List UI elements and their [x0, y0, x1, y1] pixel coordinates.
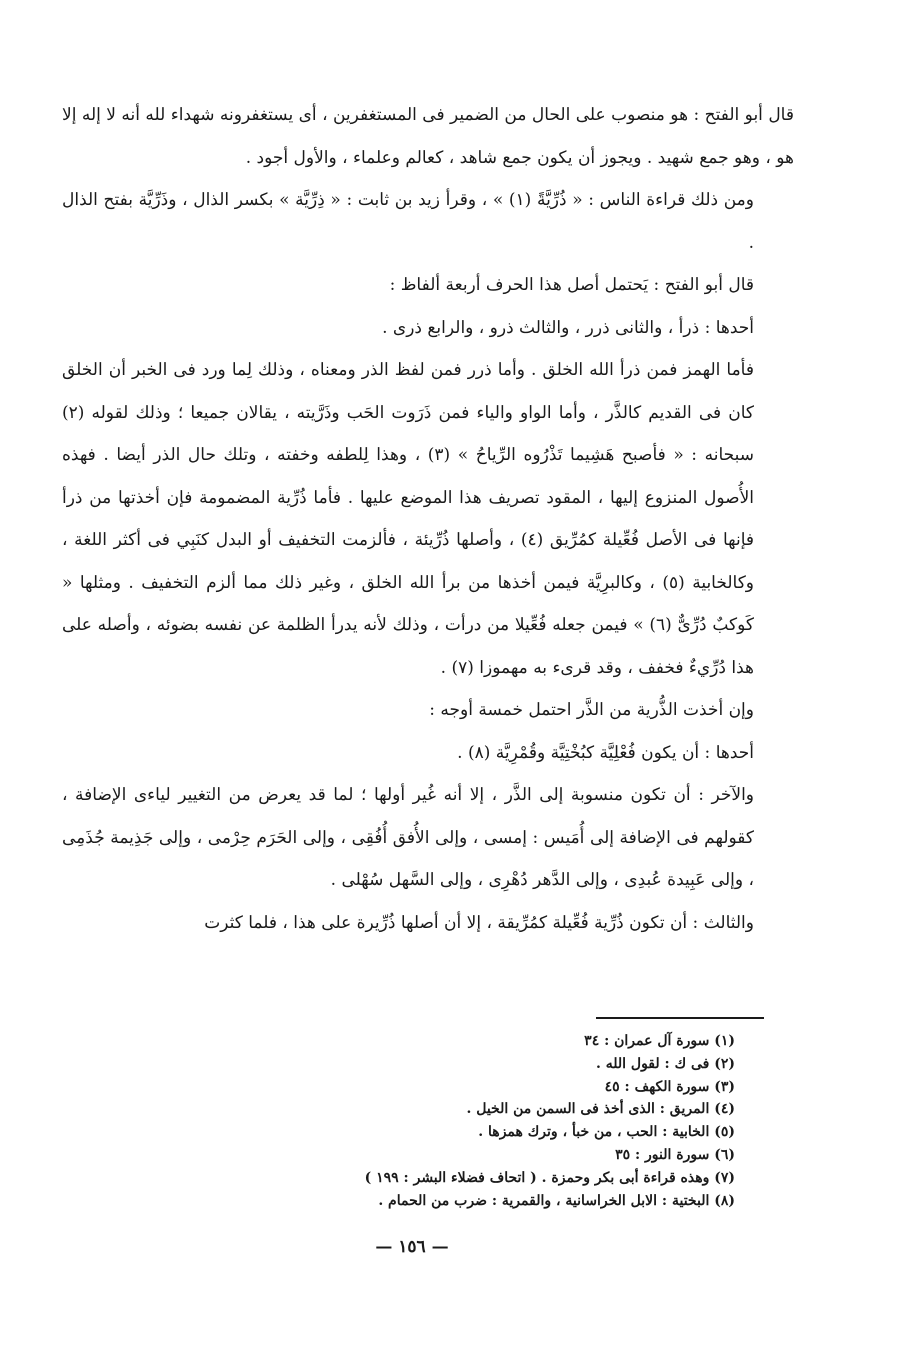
page-number: — ١٥٦ — — [375, 1237, 449, 1257]
paragraph: والثالث : أن تكون ذُرِّية فُعِّيلة كمُرِّيقة ، إلا أن أصلها ذُرِّيرة على هذا ، فلما كثرت — [204, 912, 754, 933]
footnotes — [180, 1030, 735, 1212]
footnote: (٢) فى ك : لقول الله . — [595, 1055, 735, 1072]
footnote: (٤) المريق : الذى أخذ فى السمن من الخيل . — [466, 1101, 735, 1118]
footnote: (٦) سورة النور : ٣٥ — [615, 1146, 735, 1163]
footnote: (٨) البختية : الابل الخراسانية ، والقمرية : ضرب من الحمام . — [378, 1192, 735, 1209]
footnote: (٧) وهذه قراءة أبى بكر وحمزة . ( اتحاف فضلاء البشر : ١٩٩ ) — [364, 1169, 735, 1186]
paragraph: قال أبو الفتح : يَحتمل أصل هذا الحرف أربعة ألفاظ : — [389, 275, 754, 295]
paragraph: والآخر : أن تكون منسوبة إلى الذَّر ، إلا أنه غُير أولها ؛ لما قد يعرض من التغيير لياءى الإضافة ، كقولهم فى الإضافة إلى أُمَيس : إمسى ، وإلى الأُفق أُفُقِى ، وإلى الحَرَم حِرْمى ، وإلى جَذِيمة جُذَمِى ، وإلى عَبِيدة عُبدِى ، وإلى الدَّهر دُهْرِى ، وإلى السَّهل سُهْلى . — [62, 785, 754, 890]
footnote: (٣) سورة الكهف : ٤٥ — [604, 1078, 735, 1095]
footnote: (١) سورة آل عمران : ٣٤ — [584, 1033, 735, 1049]
paragraph: أحدها : ذرأ ، والثانى ذرر ، والثالث ذرو ، والرابع ذرى . — [382, 317, 754, 338]
paragraph: قال أبو الفتح : هو منصوب على الحال من الضمير فى المستغفرين ، أى يستغفرونه شهداء لله أنه لا إله إلا هو ، وهو جمع شهيد . ويجوز أن يكون جمع شاهد ، كعالم وعلماء ، والأول أجود . — [62, 105, 794, 168]
footnote: (٥) الخابية : الحب ، من خبأ ، وترك همزها . — [478, 1124, 735, 1141]
paragraph: فأما الهمز فمن ذرأ الله الخلق . وأما ذرر فمن لفظ الذر ومعناه ، وذلك لِما ورد فى الخبر أن الخلق كان فى القديم كالذَّر ، وأما الواو والياء فمن ذَرَوت الحَب وذَرَّيته ، يقالان جميعا ؛ وذلك لقوله (٢) سبحانه : « فأصبح هَشِيما تَذْرُوه الرِّياحُ » (٣) ، وهذا لِلطفه وخفته ، وتلك حال الذر أيضا . فهذه الأُصول المنزوع إليها ، المقود تصريف هذا الموضع عليها . فأما ذُرِّية المضمومة فإن أخذتها من ذرأ فإنها فى الأصل فُعِّيلة كمُرِّيق (٤) ، وأصلها ذُرِّيئة ، فألزمت التخفيف أو البدل كنَبِي فى أكثر اللغة ، وكالخابية (٥) ، وكالبرِيَّة فيمن أخذها من برأ الله الخلق ، وغير ذلك مما ألزم التخفيف . ومثلها « كَوكبٌ دُرِّىٌّ (٦) » فيمن جعله فُعِّيلا من درأت ، وذلك لأنه يدرأ الظلمة عن نفسه بضوئه ، وأصله على هذا دُرِّيءٌ فخفف ، وقد قرىء به مهموزا (٧) . — [62, 360, 755, 678]
body-text — [62, 94, 794, 944]
paragraph: أحدها : أن يكون فُعْلِيَّة كبُخْتِيَّة وقُمْرِيَّة (٨) . — [457, 742, 754, 763]
paragraph: وإن أخذت الذُّرية من الذَّر احتمل خمسة أوجه : — [429, 700, 754, 720]
paragraph: ومن ذلك قراءة الناس : « ذُرِّيَّةً (١) » ، وقرأ زيد بن ثابت : « ذِرِّيَّة » بكسر الذال ، وذَرِّيَّة بفتح الذال . — [62, 190, 755, 253]
footnote-divider — [596, 1017, 764, 1019]
